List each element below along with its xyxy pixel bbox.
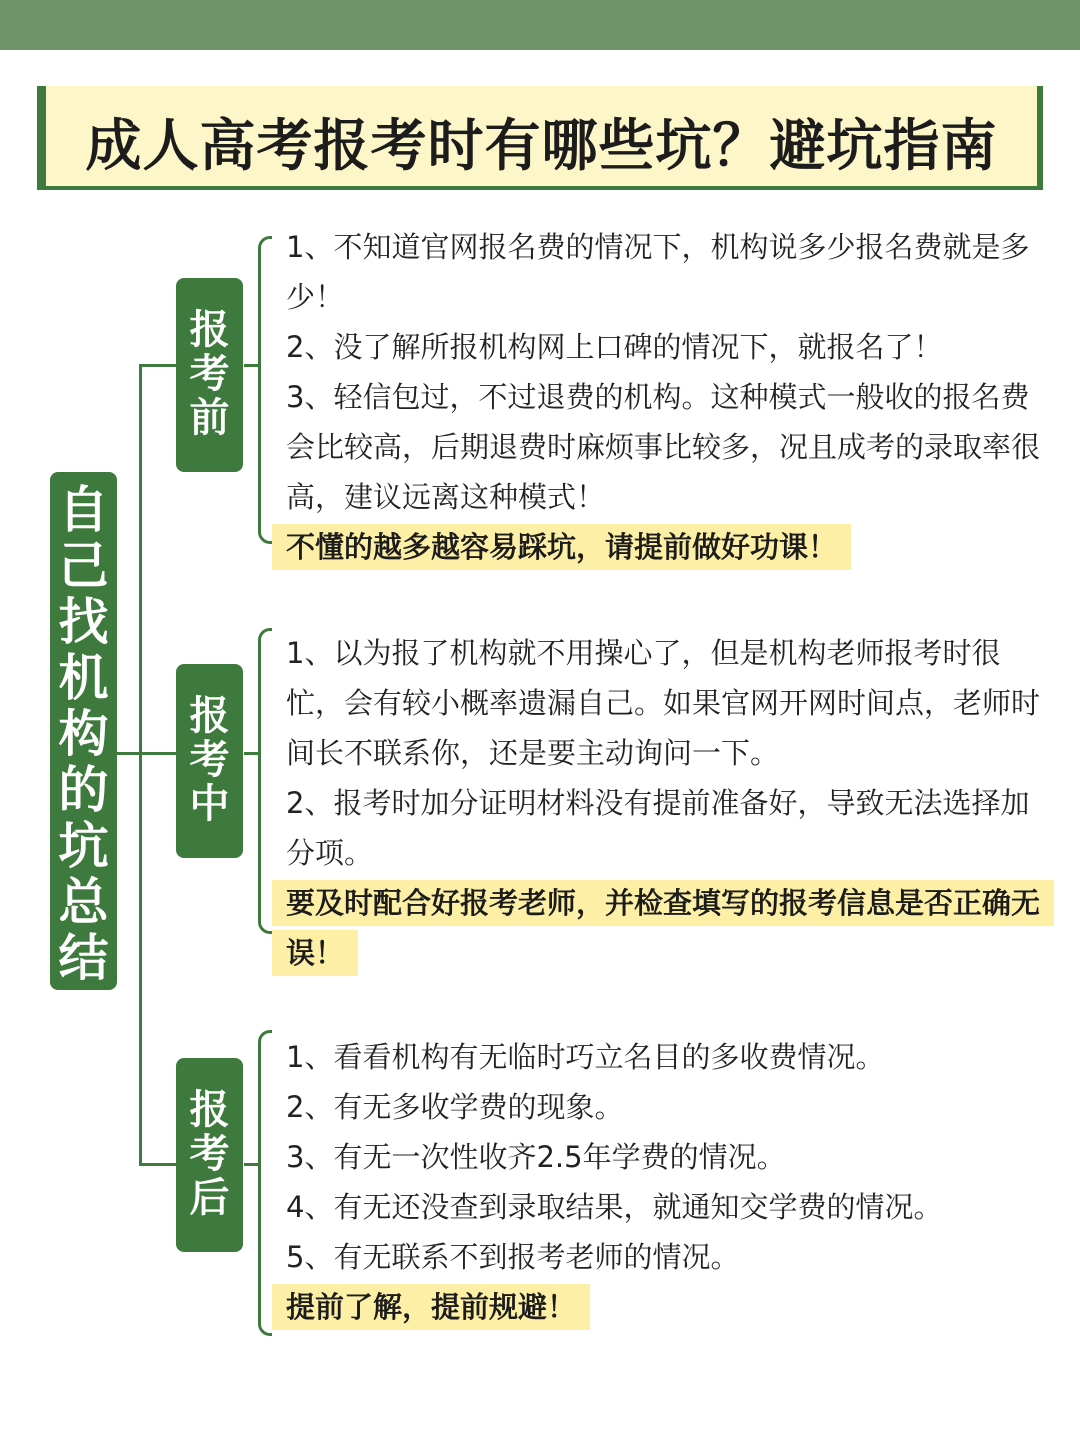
- root-label-char: 构: [58, 705, 109, 763]
- branch-after: [139, 1163, 176, 1166]
- stage-content-during: [286, 628, 1056, 978]
- list-item: 5、有无联系不到报考老师的情况。: [286, 1240, 740, 1274]
- stage-label-char: 报: [189, 1087, 230, 1133]
- list-item: 4、有无还没查到录取结果，就通知交学费的情况。: [286, 1190, 943, 1224]
- highlight-tip: 提前了解，提前规避！: [272, 1284, 590, 1330]
- bracket-before: [258, 236, 272, 544]
- list-item: 2、没了解所报机构网上口碑的情况下，就报名了！: [286, 330, 943, 364]
- root-connector: [117, 752, 141, 755]
- branch-during: [139, 752, 176, 755]
- top-banner-bar: [0, 0, 1080, 50]
- stage-label-char: 前: [189, 395, 230, 441]
- stage-label-char: 考: [189, 351, 230, 397]
- highlight-tip: 不懂的越多越容易踩坑，请提前做好功课！: [272, 524, 851, 570]
- stage-label-char: 后: [189, 1175, 230, 1221]
- root-label-char: 的: [58, 761, 109, 819]
- list-item: 2、有无多收学费的现象。: [286, 1090, 624, 1124]
- stage-label-during: [176, 664, 243, 858]
- list-item: 2、报考时加分证明材料没有提前准备好，导致无法选择加分项。: [286, 786, 1030, 870]
- tree-trunk: [139, 364, 142, 1166]
- stage-label-char: 考: [189, 737, 230, 783]
- root-label-char: 自: [58, 481, 109, 539]
- list-item: 3、有无一次性收齐2.5年学费的情况。: [286, 1140, 786, 1174]
- list-item: 3、轻信包过，不过退费的机构。这种模式一般收的报名费会比较高，后期退费时麻烦事比较多，况且成考的录取率很高，建议远离这种模式！: [286, 380, 1041, 514]
- root-label-char: 结: [58, 929, 109, 987]
- list-item: 1、不知道官网报名费的情况下，机构说多少报名费就是多少！: [286, 230, 1030, 314]
- branch-before: [139, 364, 176, 367]
- stage-label-char: 中: [189, 781, 230, 827]
- stage-content-after: [286, 1032, 1056, 1332]
- title-box: [37, 86, 1043, 190]
- root-label-char: 总: [58, 873, 109, 931]
- bracket-after: [258, 1030, 272, 1336]
- stage-label-after: [176, 1058, 243, 1252]
- root-label-char: 坑: [58, 817, 109, 875]
- highlight-tip: 要及时配合好报考老师，并检查填写的报考信息是否正确无误！: [272, 880, 1054, 976]
- list-item: 1、以为报了机构就不用操心了，但是机构老师报考时很忙，会有较小概率遗漏自己。如果官网开网时间点，老师时间长不联系你，还是要主动询问一下。: [286, 636, 1041, 770]
- root-label-char: 机: [58, 649, 109, 707]
- list-item: 1、看看机构有无临时巧立名目的多收费情况。: [286, 1040, 885, 1074]
- root-node-label: [50, 472, 117, 990]
- stage-label-char: 考: [189, 1131, 230, 1177]
- stage-content-before: [286, 222, 1056, 572]
- root-label-char: 找: [58, 593, 109, 651]
- page-title: 成人高考报考时有哪些坑？避坑指南: [85, 114, 998, 179]
- stage-label-char: 报: [189, 307, 230, 353]
- root-label-char: 己: [58, 537, 109, 595]
- bracket-during: [258, 628, 272, 934]
- stage-label-before: [176, 278, 243, 472]
- stage-label-char: 报: [189, 693, 230, 739]
